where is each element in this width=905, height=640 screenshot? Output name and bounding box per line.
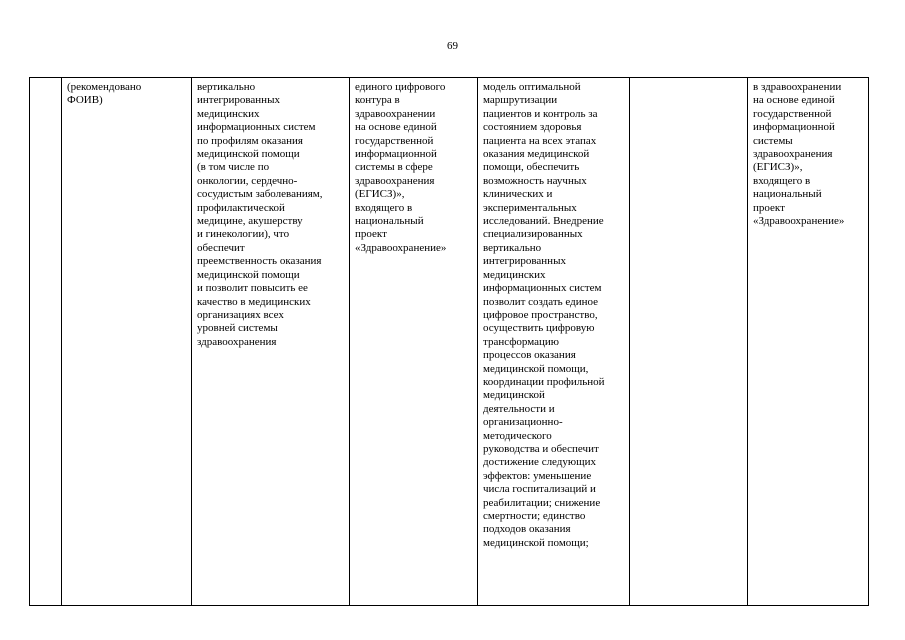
cell-text: единого цифрового контура в здравоохранении на основе единой государственной информационной системы в сфере здравоохранения (ЕГИСЗ)», входящего в национальный проект «Здравоохранение» [355, 81, 447, 254]
cell-text: в здравоохранении на основе единой государственной информационной системы здравоохранения (ЕГИСЗ)», входящего в национальный проект «Здравоохранение» [753, 81, 845, 228]
table-cell-source [350, 78, 478, 606]
cell-text: модель оптимальной маршрутизации пациентов и контроль за состоянием здоровья пациента на всех этапах оказания медицинской помощи, обеспечить возможность научных клинических и экспериментальных исследований. Внедрение специализированных вертикально интегрированных медицинских информационных систем позволит создать единое цифровое пространство, осуществить цифровую трансформацию процессов оказания медицинской помощи, координации профильной медицинской деятельности и организационно- методического руководства и обеспечит достижение следующих эффектов: уменьшение числа госпитализаций и реабилитации; снижение смертности; единство подходов оказания медицинской помощи; [483, 81, 605, 549]
table-cell-responsible [62, 78, 192, 606]
table-cell-project [748, 78, 869, 606]
cell-text: вертикально интегрированных медицинских информационных систем по профилям оказания медицинской помощи (в том числе по онкологии, сердечно- сосудистым заболеваниям, профилактической медицине, акушерству и гинекологии), что обеспечит преемственность оказания медицинской помощи и позволит повысить ее качество в медицинских организациях всех уровней системы здравоохранения [197, 81, 323, 348]
cell-text: (рекомендовано ФОИВ) [67, 81, 142, 107]
table-cell-empty [630, 78, 748, 606]
table-cell-effects [478, 78, 630, 606]
page-number: 69 [447, 40, 458, 52]
table-cell-number [30, 78, 62, 606]
table-row [30, 78, 869, 606]
document-table [29, 77, 869, 606]
table-cell-description [192, 78, 350, 606]
